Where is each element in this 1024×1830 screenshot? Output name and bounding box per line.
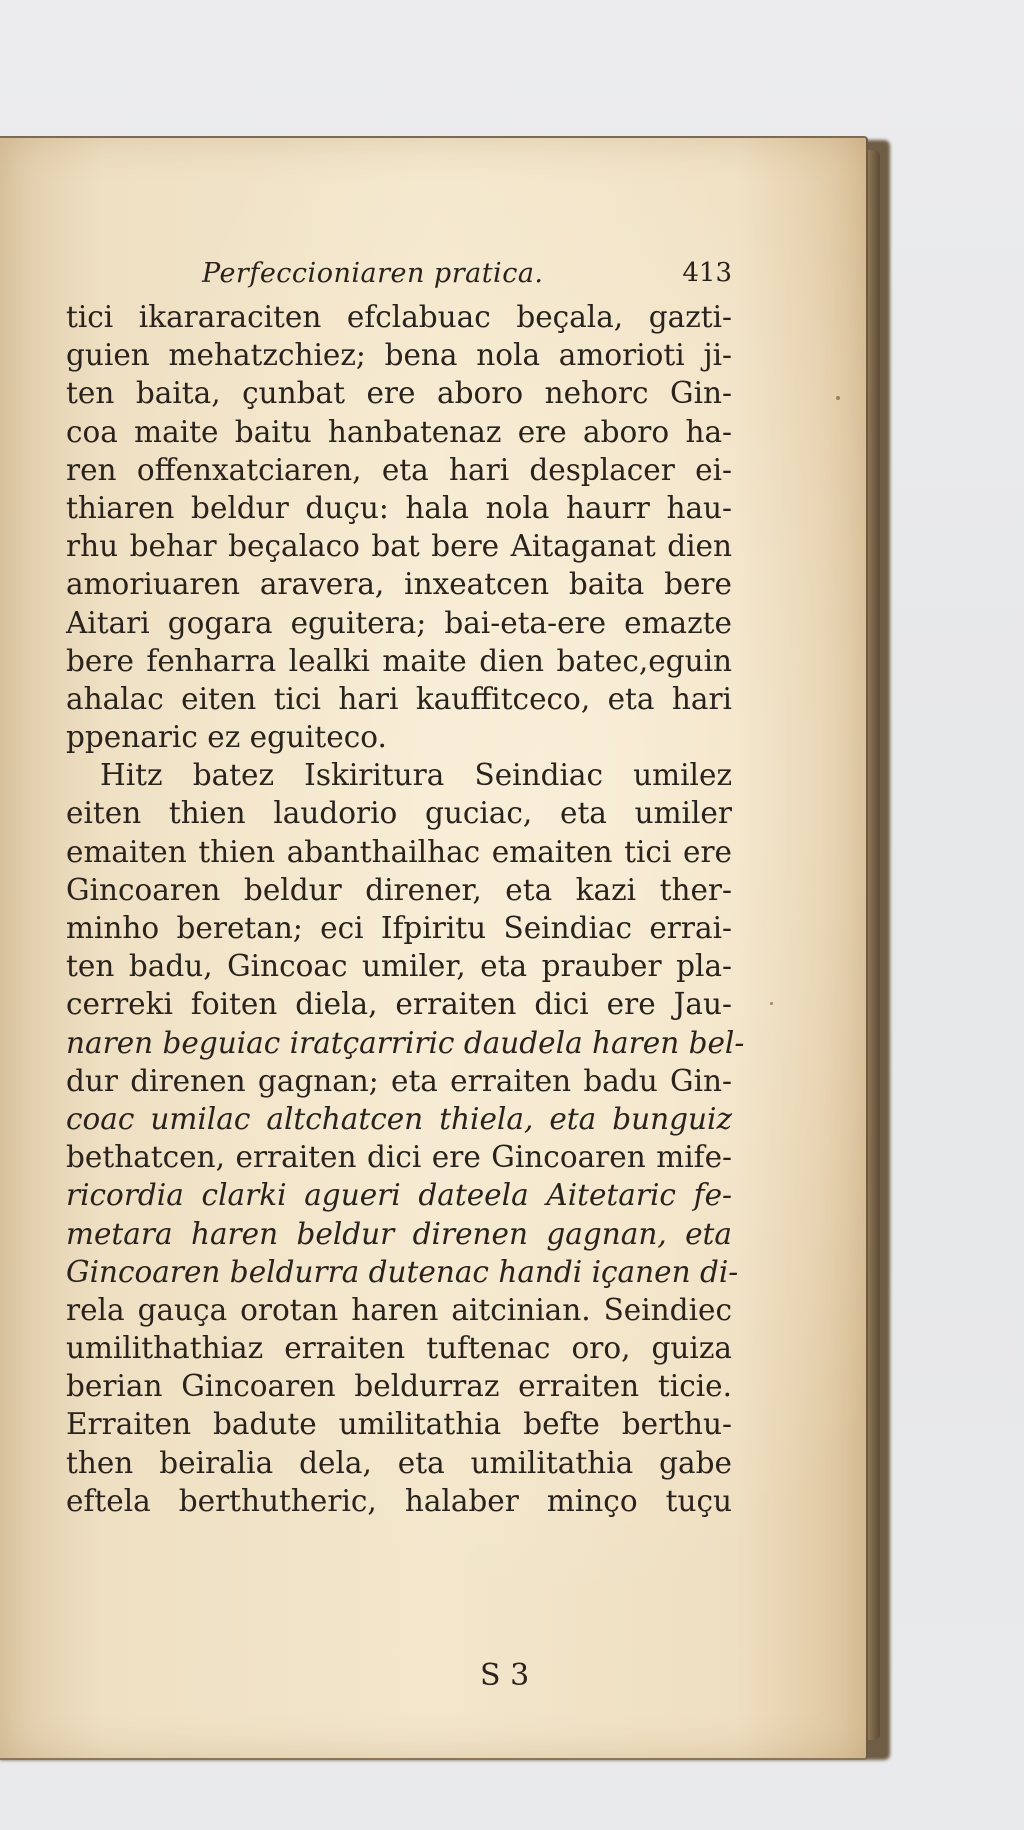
text-line: amoriuaren aravera, inxeatcen baita bere	[66, 567, 732, 602]
text-line: thiaren beldur duçu: hala nola haurr hau-	[66, 490, 732, 525]
text-line-italic: coac umilac altchatcen thiela, eta bunguiz	[66, 1101, 732, 1136]
text-line: then beiralia dela, eta umilitathia gabe	[66, 1445, 732, 1480]
text-line: umilithathiaz erraiten tuftenac oro, guiza	[66, 1331, 732, 1366]
signature-mark: S 3	[480, 1658, 530, 1693]
text-line-italic: metara haren beldur direnen gagnan, eta	[66, 1216, 732, 1251]
ink-speck	[836, 396, 840, 400]
text-line: bere fenharra lealki maite dien batec,eguin	[66, 643, 732, 678]
text-line: ten badu, Gincoac umiler, eta prauber pla-	[66, 949, 732, 984]
text-line: tici ikararaciten efclabuac beçala, gazti-	[66, 300, 732, 334]
text-line: cerreki foiten diela, erraiten dici ere Jau-	[66, 987, 732, 1022]
page-number: 413	[682, 258, 732, 288]
book-page	[0, 136, 868, 1760]
text-line: Aitari gogara eguitera; bai-eta-ere emazte	[66, 605, 732, 640]
text-line: Erraiten badute umilitathia befte berthu-	[66, 1407, 732, 1442]
text-line-italic: naren beguiac iratçarriric daudela haren bel-	[66, 1025, 745, 1060]
text-line: eftela berthutheric, halaber minço tuçu	[66, 1483, 732, 1518]
text-line: ahalac eiten tici hari kauffitceco, eta hari	[66, 681, 732, 716]
text-line: rhu behar beçalaco bat bere Aitaganat dien	[66, 529, 732, 564]
text-line: dur direnen gagnan; eta erraiten badu Gin-	[66, 1063, 732, 1098]
text-line: Gincoaren beldur direner, eta kazi ther-	[66, 872, 732, 907]
text-line: minho beretan; eci Ifpiritu Seindiac errai-	[66, 911, 732, 945]
text-line: ren offenxatciaren, eta hari desplacer ei-	[66, 452, 732, 487]
page-header	[66, 258, 732, 298]
text-line: coa maite baitu hanbatenaz ere aboro ha-	[66, 414, 732, 449]
page-text	[66, 258, 745, 1520]
text-line: bethatcen, erraiten dici ere Gincoaren mife-	[66, 1140, 732, 1175]
text-line: rela gauça orotan haren aitcinian. Seindiec	[66, 1292, 732, 1327]
text-line: ten baita, çunbat ere aboro nehorc Gin-	[66, 376, 732, 411]
text-line: eiten thien laudorio guciac, eta umiler	[66, 796, 732, 831]
paragraph-start-line: Hitz batez Iskiritura Seindiac umilez	[100, 758, 732, 793]
running-title: Perfeccioniaren pratica.	[202, 258, 544, 289]
ink-speck	[770, 1002, 773, 1005]
text-line: berian Gincoaren beldurraz erraiten ticie.	[66, 1369, 732, 1404]
text-line: guien mehatzchiez; bena nola amorioti ji-	[66, 338, 732, 373]
text-line-italic: Gincoaren beldurra dutenac handi içanen di-	[66, 1254, 739, 1289]
text-line-italic: ricordia clarki agueri dateela Aitetaric fe-	[66, 1178, 732, 1213]
text-line: ppenaric ez eguiteco.	[66, 720, 387, 755]
text-line: emaiten thien abanthailhac emaiten tici ere	[66, 834, 732, 869]
